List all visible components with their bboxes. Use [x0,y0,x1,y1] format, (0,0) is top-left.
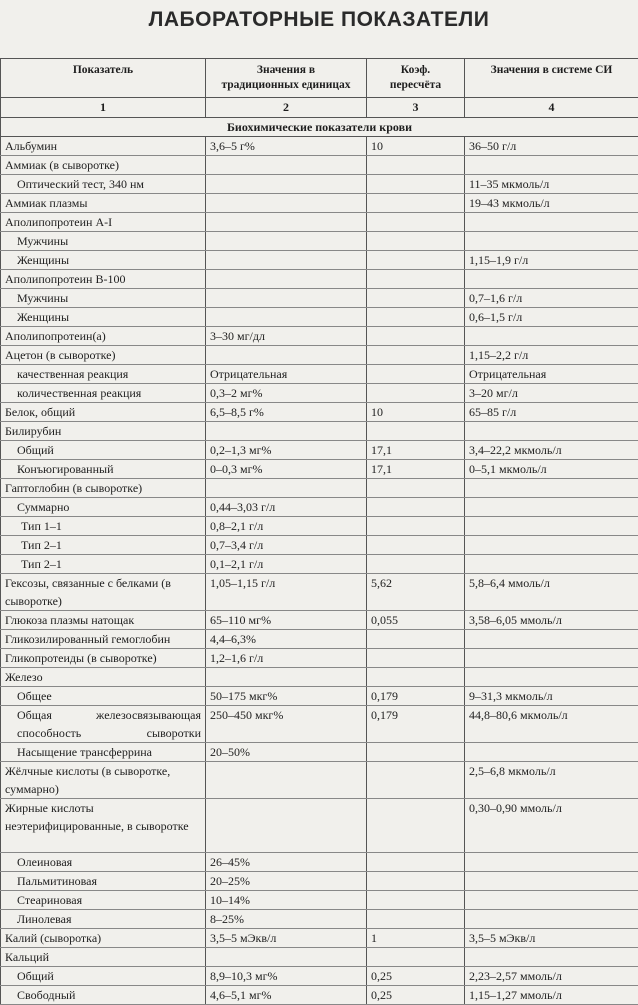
table-row [1,156,638,175]
si-value [465,232,638,251]
indicator-name: Железо [1,668,206,687]
conversion-factor [367,213,465,232]
traditional-value [206,308,367,327]
indicator-name: Белок, общий [1,403,206,422]
conversion-factor [367,384,465,403]
page-title: ЛАБОРАТОРНЫЕ ПОКАЗАТЕЛИ [0,8,638,32]
si-value [465,213,638,232]
conversion-factor [367,327,465,346]
traditional-value: 8–25% [206,910,367,929]
conversion-factor: 0,25 [367,967,465,986]
conversion-factor [367,762,465,799]
conversion-factor [367,536,465,555]
si-value [465,536,638,555]
indicator-name: Жирные кислоты неэтерифицированные, в сыворотке [1,799,206,853]
conversion-factor [367,872,465,891]
table-row [1,891,638,910]
conversion-factor: 0,25 [367,986,465,1005]
indicator-name: Общий [1,441,206,460]
traditional-value: 20–50% [206,743,367,762]
indicator-name: Насыщение трансферрина [1,743,206,762]
indicator-name: Гликозилированный гемоглобин [1,630,206,649]
si-value [465,327,638,346]
traditional-value: 0,3–2 мг% [206,384,367,403]
indicator-name: Олеиновая [1,853,206,872]
conversion-factor [367,498,465,517]
indicator-name: Оптический тест, 340 нм [1,175,206,194]
indicator-name: качественная реакция [1,365,206,384]
table-row [1,668,638,687]
conversion-factor [367,175,465,194]
si-value: 5,8–6,4 ммоль/л [465,574,638,611]
si-value [465,948,638,967]
si-value: 2,5–6,8 мкмоль/л [465,762,638,799]
traditional-value: 3,5–5 мЭкв/л [206,929,367,948]
traditional-value: 0,1–2,1 г/л [206,555,367,574]
indicator-name: Суммарно [1,498,206,517]
indicator-name: Аполипопротеин А-I [1,213,206,232]
si-value: 65–85 г/л [465,403,638,422]
table-row [1,948,638,967]
table-row [1,536,638,555]
indicator-name: Стеариновая [1,891,206,910]
table-row [1,555,638,574]
traditional-value [206,213,367,232]
table-row [1,929,638,948]
table-row [1,872,638,891]
table-row [1,327,638,346]
traditional-value: 0,8–2,1 г/л [206,517,367,536]
traditional-value: 8,9–10,3 мг% [206,967,367,986]
indicator-name: Тип 1–1 [1,517,206,536]
si-value: 0,6–1,5 г/л [465,308,638,327]
si-value: 3–20 мг/л [465,384,638,403]
table-row [1,460,638,479]
table-row [1,706,638,743]
conversion-factor [367,853,465,872]
table-row [1,649,638,668]
table-row [1,611,638,630]
table-row [1,967,638,986]
table-row [1,137,638,156]
si-value [465,479,638,498]
si-value [465,910,638,929]
si-value: 2,23–2,57 ммоль/л [465,967,638,986]
table-row [1,308,638,327]
conversion-factor [367,910,465,929]
traditional-value: 0,2–1,3 мг% [206,441,367,460]
conversion-factor [367,517,465,536]
conversion-factor [367,891,465,910]
conversion-factor [367,346,465,365]
traditional-value: 1,2–1,6 г/л [206,649,367,668]
traditional-value: 10–14% [206,891,367,910]
column-number: 3 [367,98,465,118]
conversion-factor: 17,1 [367,460,465,479]
conversion-factor: 17,1 [367,441,465,460]
indicator-name: Альбумин [1,137,206,156]
conversion-factor [367,668,465,687]
traditional-value [206,251,367,270]
table-row [1,687,638,706]
si-value [465,891,638,910]
conversion-factor [367,555,465,574]
conversion-factor: 10 [367,137,465,156]
indicator-name: Гаптоглобин (в сыворотке) [1,479,206,498]
table-row [1,799,638,853]
table-row [1,743,638,762]
si-value [465,853,638,872]
traditional-value: 3–30 мг/дл [206,327,367,346]
traditional-value: 20–25% [206,872,367,891]
traditional-value: 250–450 мкг% [206,706,367,743]
traditional-value [206,762,367,799]
table-row [1,441,638,460]
table-row [1,384,638,403]
indicator-name: Конъюгированный [1,460,206,479]
conversion-factor: 0,055 [367,611,465,630]
traditional-value: 1,05–1,15 г/л [206,574,367,611]
conversion-factor [367,948,465,967]
conversion-factor: 5,62 [367,574,465,611]
indicator-name: Ацетон (в сыворотке) [1,346,206,365]
table-row [1,175,638,194]
traditional-value: 50–175 мкг% [206,687,367,706]
si-value [465,422,638,441]
table-row [1,986,638,1005]
conversion-factor: 0,179 [367,687,465,706]
indicator-name: Женщины [1,308,206,327]
indicator-name: Линолевая [1,910,206,929]
table-row [1,346,638,365]
section-header-row [1,118,638,137]
traditional-value [206,668,367,687]
conversion-factor [367,649,465,668]
header-si-units: Значения в системе СИ [465,59,638,98]
indicator-name: количественная реакция [1,384,206,403]
indicator-name: Кальций [1,948,206,967]
conversion-factor [367,194,465,213]
si-value: 1,15–1,9 г/л [465,251,638,270]
conversion-factor [367,479,465,498]
conversion-factor [367,289,465,308]
conversion-factor [367,799,465,853]
traditional-value [206,799,367,853]
traditional-value: 65–110 мг% [206,611,367,630]
table-row [1,403,638,422]
traditional-value [206,289,367,308]
table-row [1,479,638,498]
si-value: 9–31,3 мкмоль/л [465,687,638,706]
si-value: 3,58–6,05 ммоль/л [465,611,638,630]
indicator-name: Глюкоза плазмы натощак [1,611,206,630]
traditional-value [206,479,367,498]
si-value [465,630,638,649]
header-indicator: Показатель [1,59,206,98]
traditional-value: 6,5–8,5 г% [206,403,367,422]
table-row [1,574,638,611]
table-row [1,853,638,872]
traditional-value: 3,6–5 г% [206,137,367,156]
conversion-factor: 10 [367,403,465,422]
conversion-factor [367,365,465,384]
table-row [1,213,638,232]
conversion-factor [367,422,465,441]
si-value: Отрицательная [465,365,638,384]
si-value: 19–43 мкмоль/л [465,194,638,213]
traditional-value [206,422,367,441]
si-value [465,517,638,536]
indicator-name: Общее [1,687,206,706]
table-row [1,498,638,517]
conversion-factor [367,251,465,270]
si-value [465,498,638,517]
traditional-value: 0–0,3 мг% [206,460,367,479]
traditional-value [206,270,367,289]
table-row [1,762,638,799]
indicator-name: Аммиак плазмы [1,194,206,213]
table-row [1,194,638,213]
header-traditional-units: Значения в традиционных единицах [206,59,367,98]
conversion-factor: 0,179 [367,706,465,743]
si-value [465,270,638,289]
conversion-factor [367,308,465,327]
si-value: 1,15–1,27 ммоль/л [465,986,638,1005]
section-title: Биохимические показатели крови [1,118,638,137]
conversion-factor [367,232,465,251]
traditional-value: 4,6–5,1 мг% [206,986,367,1005]
si-value [465,872,638,891]
table-row [1,289,638,308]
traditional-value [206,948,367,967]
indicator-name: Мужчины [1,289,206,308]
traditional-value: 26–45% [206,853,367,872]
si-value: 3,5–5 мЭкв/л [465,929,638,948]
si-value: 36–50 г/л [465,137,638,156]
traditional-value: Отрицательная [206,365,367,384]
si-value: 0,7–1,6 г/л [465,289,638,308]
conversion-factor: 1 [367,929,465,948]
si-value: 11–35 мкмоль/л [465,175,638,194]
table-row [1,251,638,270]
table-row [1,517,638,536]
si-value [465,649,638,668]
column-number: 1 [1,98,206,118]
indicator-name: Аммиак (в сыворотке) [1,156,206,175]
si-value: 1,15–2,2 г/л [465,346,638,365]
indicator-name: Тип 2–1 [1,555,206,574]
table-row [1,630,638,649]
conversion-factor [367,630,465,649]
lab-values-table [0,58,638,1005]
column-number-row [1,98,638,118]
table-row [1,910,638,929]
column-number: 2 [206,98,367,118]
indicator-name: Калий (сыворотка) [1,929,206,948]
conversion-factor [367,743,465,762]
conversion-factor [367,270,465,289]
si-value [465,555,638,574]
indicator-name: Гексозы, связанные с белками (в сыворотке) [1,574,206,611]
traditional-value: 0,7–3,4 г/л [206,536,367,555]
indicator-name: Женщины [1,251,206,270]
traditional-value [206,175,367,194]
si-value: 0–5,1 мкмоль/л [465,460,638,479]
column-number: 4 [465,98,638,118]
conversion-factor [367,156,465,175]
indicator-name: Общий [1,967,206,986]
traditional-value: 0,44–3,03 г/л [206,498,367,517]
indicator-name: Жёлчные кислоты (в сыворотке, суммарно) [1,762,206,799]
indicator-name: Общая железосвязывающая способность сыворотки [1,706,206,743]
traditional-value [206,232,367,251]
table-row [1,270,638,289]
indicator-name: Гликопротеиды (в сыворотке) [1,649,206,668]
header-row [1,59,638,98]
si-value [465,668,638,687]
indicator-name: Свободный [1,986,206,1005]
traditional-value [206,194,367,213]
table-row [1,365,638,384]
header-conversion-factor: Коэф. пересчёта [367,59,465,98]
table-row [1,422,638,441]
si-value: 44,8–80,6 мкмоль/л [465,706,638,743]
indicator-name: Тип 2–1 [1,536,206,555]
table-row [1,232,638,251]
indicator-name: Пальмитиновая [1,872,206,891]
si-value: 3,4–22,2 мкмоль/л [465,441,638,460]
indicator-name: Билирубин [1,422,206,441]
traditional-value [206,346,367,365]
si-value [465,156,638,175]
indicator-name: Мужчины [1,232,206,251]
traditional-value [206,156,367,175]
si-value: 0,30–0,90 ммоль/л [465,799,638,853]
indicator-name: Аполипопротеин(а) [1,327,206,346]
indicator-name: Аполипопротеин В-100 [1,270,206,289]
si-value [465,743,638,762]
traditional-value: 4,4–6,3% [206,630,367,649]
